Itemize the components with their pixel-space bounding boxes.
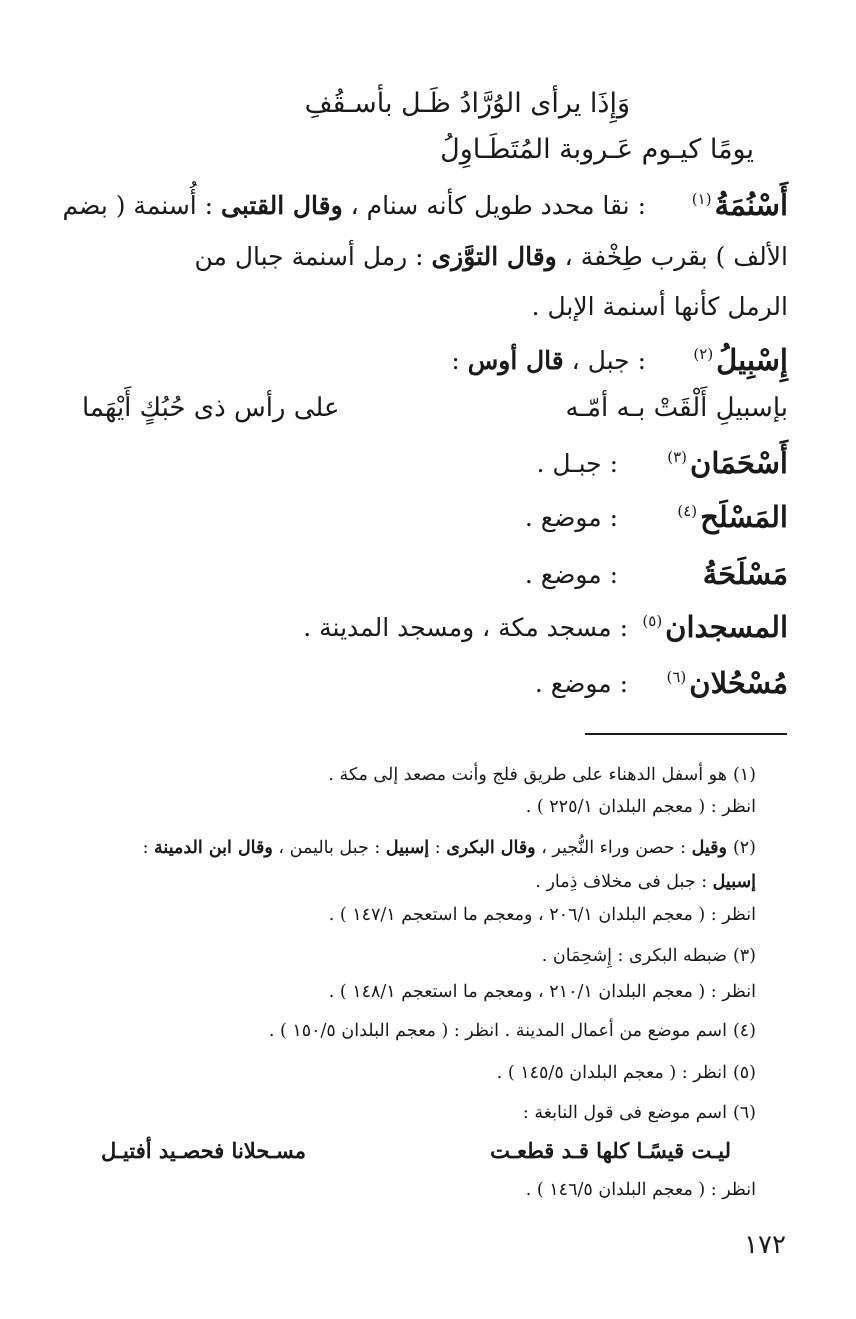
footnote-2: (٢)وقيل : حصن وراء النُّجير ، وقال البكرى : إسبيل : جبل باليمن ، وقال ابن الدمينة :	[142, 838, 756, 858]
entry-mushulan	[68, 666, 788, 710]
footnote-4: (٤)اسم موضع من أعمال المدينة . انظر : ( معجم البلدان ١٥٠/٥ ) .	[268, 1021, 756, 1041]
entry-asnima	[62, 188, 788, 232]
definition: : جبـل .	[536, 449, 618, 478]
footnote-ref: (٢)	[693, 345, 714, 364]
footnote-ref: (٦)	[666, 668, 687, 687]
verse-line-1: وَإِذَا يرأى الوُرَّادُ ظَـل بأسـقُفِ	[304, 88, 630, 119]
headword: المسجدان	[665, 610, 788, 644]
footnote-ref: (٥)	[642, 612, 663, 631]
footnote-6-ref: انظر : ( معجم البلدان ١٤٦/٥ ) .	[525, 1180, 756, 1200]
entry-isbil	[68, 343, 788, 387]
headword: المَسْلَح	[700, 500, 788, 534]
headword: مُسْحُلان	[689, 666, 788, 700]
entry-asnima-line-3: الرمل كأنها أسنمة الإبل .	[531, 292, 788, 321]
verse-line-2: يومًا كيـوم عَـروبة المُتَطَـاوِلُ	[440, 134, 754, 165]
footnote-1: (١)هو أسفل الدهناء على طريق فلج وأنت مصعد إلى مكة .	[328, 765, 756, 785]
verse-hemistich-right: ليـت قيسًـا كلها قـد قطعـت	[490, 1138, 731, 1163]
footnote-2-line-2: إسبيل : جبل فى مخلاف ذِمار .	[535, 872, 756, 892]
entry-asnima-line-2: الألف ) بقرب طِخْفة ، وقال التوَّزى : رمل أسنمة جبال من	[194, 242, 788, 271]
footnote-3: (٣)ضبطه البكرى : إِشحِمَان .	[541, 946, 756, 966]
entry-almaslah	[68, 500, 788, 544]
page-number: ١٧٢	[744, 1230, 786, 1260]
verse-hemistich-left: مسـحلانا فحصـيد أفتيـل	[101, 1138, 307, 1163]
isbil-verse-right: بإسبيلِ أَلْقَتْ بـه أمّـه	[565, 393, 788, 423]
headword: أَسْحَمَان	[690, 446, 788, 480]
footnote-5: (٥)انظر : ( معجم البلدان ١٤٥/٥ ) .	[496, 1063, 756, 1083]
footnote-ref: (١)	[691, 190, 712, 209]
entry-maslaha	[68, 557, 788, 601]
headword: إِسْبِيلُ	[716, 343, 788, 377]
footnote-6: (٦)اسم موضع فى قول النابغة :	[522, 1103, 756, 1123]
definition: : مسجد مكة ، ومسجد المدينة .	[303, 613, 628, 642]
entry-almasjidan	[68, 610, 788, 654]
definition: : موضع .	[534, 669, 628, 698]
footnote-ref: (٤)	[677, 502, 698, 521]
definition: : نقا محدد طويل كأنه سنام ، وقال القتبى : أُسنمة ( بضم	[62, 191, 646, 220]
entry-ashaman	[68, 446, 788, 490]
definition: : موضع .	[524, 560, 618, 589]
definition: : موضع .	[524, 503, 618, 532]
footnote-3-ref: انظر : ( معجم البلدان ٢١٠/١ ، ومعجم ما استعجم ١٤٨/١ ) .	[328, 982, 756, 1002]
footnote-ref: (٣)	[667, 448, 688, 467]
footnote-separator	[585, 733, 787, 735]
footnote-2-ref: انظر : ( معجم البلدان ٢٠٦/١ ، ومعجم ما استعجم ١٤٧/١ ) .	[328, 905, 756, 925]
footnote-1-ref: انظر : ( معجم البلدان ٢٢٥/١ ) .	[525, 797, 756, 817]
isbil-verse-left: على رأس ذى حُبُكٍ أَيْهَما	[82, 393, 340, 423]
definition: : جبل ، قال أوس :	[451, 346, 646, 375]
headword: مَسْلَحَةُ	[702, 557, 788, 591]
headword: أَسْنُمَةُ	[714, 188, 788, 222]
